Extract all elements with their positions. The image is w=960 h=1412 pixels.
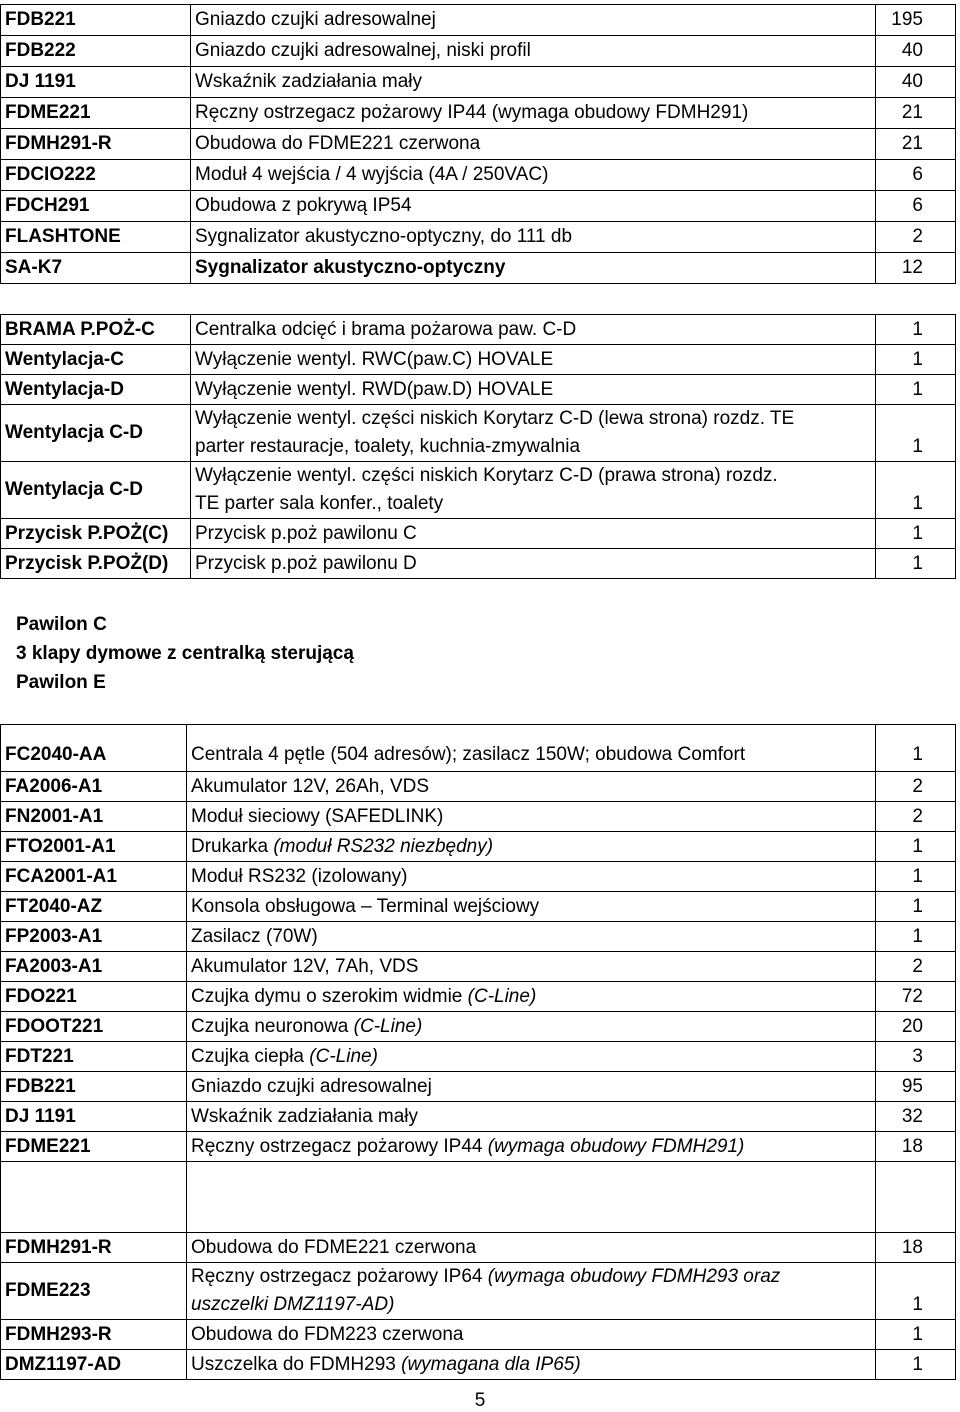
item-description: Przycisk p.poż pawilonu C bbox=[191, 519, 876, 549]
description-note: (moduł RS232 niezbędny) bbox=[273, 836, 494, 857]
item-quantity: 1 bbox=[876, 892, 956, 922]
item-description: Wskaźnik zadziałania mały bbox=[191, 67, 876, 98]
item-code: SA-K7 bbox=[1, 253, 191, 284]
table-row bbox=[1, 1263, 956, 1320]
table-row bbox=[1, 315, 956, 345]
table-row bbox=[1, 832, 956, 862]
item-description bbox=[187, 1042, 876, 1072]
table-row bbox=[1, 36, 956, 67]
item-description: Gniazdo czujki adresowalnej, niski profil bbox=[191, 36, 876, 67]
item-description: Moduł RS232 (izolowany) bbox=[187, 862, 876, 892]
note-line: Pawilon C bbox=[16, 614, 107, 635]
table-row bbox=[1, 222, 956, 253]
item-description: Wyłączenie wentyl. RWD(paw.D) HOVALE bbox=[191, 375, 876, 405]
item-code: FDMH291-R bbox=[1, 1233, 187, 1263]
item-code: Wentylacja-C bbox=[1, 345, 191, 375]
table-row bbox=[1, 5, 956, 36]
item-quantity: 1 bbox=[876, 1263, 956, 1320]
table-row bbox=[1, 772, 956, 802]
item-code: FDB221 bbox=[1, 5, 191, 36]
notes-block bbox=[16, 610, 354, 697]
table-row bbox=[1, 1012, 956, 1042]
description-note: uszczelki DMZ1197-AD) bbox=[191, 1294, 395, 1315]
item-quantity: 18 bbox=[876, 1233, 956, 1263]
item-code: FDT221 bbox=[1, 1042, 187, 1072]
item-code: FDOOT221 bbox=[1, 1012, 187, 1042]
table-row bbox=[1, 253, 956, 284]
table-row bbox=[1, 375, 956, 405]
table-row bbox=[1, 462, 956, 519]
item-code: FA2006-A1 bbox=[1, 772, 187, 802]
table-row bbox=[1, 862, 956, 892]
item-description: Obudowa do FDME221 czerwona bbox=[191, 129, 876, 160]
item-quantity: 1 bbox=[876, 1350, 956, 1380]
table-row bbox=[1, 519, 956, 549]
item-quantity: 2 bbox=[876, 222, 956, 253]
item-quantity: 95 bbox=[876, 1072, 956, 1102]
table-row bbox=[1, 1350, 956, 1380]
description-text: Drukarka bbox=[191, 836, 274, 857]
item-quantity: 1 bbox=[876, 345, 956, 375]
item-description: Wyłączenie wentyl. RWC(paw.C) HOVALE bbox=[191, 345, 876, 375]
item-quantity: 72 bbox=[876, 982, 956, 1012]
item-code: FDB221 bbox=[1, 1072, 187, 1102]
description-text: Uszczelka do FDMH293 bbox=[191, 1354, 402, 1375]
description-text: Czujka ciepła bbox=[191, 1046, 310, 1067]
item-code: FTO2001-A1 bbox=[1, 832, 187, 862]
item-code: FDME223 bbox=[1, 1263, 187, 1320]
item-quantity: 1 bbox=[876, 862, 956, 892]
table-row bbox=[1, 982, 956, 1012]
item-code: FT2040-AZ bbox=[1, 892, 187, 922]
description-note: (C-Line) bbox=[309, 1046, 378, 1067]
equipment-table-1 bbox=[0, 4, 956, 284]
table-row bbox=[1, 191, 956, 222]
item-code: DJ 1191 bbox=[1, 67, 191, 98]
table-row bbox=[1, 802, 956, 832]
table-row bbox=[1, 952, 956, 982]
item-description bbox=[187, 1263, 876, 1320]
table-row bbox=[1, 1102, 956, 1132]
item-description: Sygnalizator akustyczno-optyczny bbox=[191, 253, 876, 284]
item-quantity: 21 bbox=[876, 98, 956, 129]
item-quantity: 2 bbox=[876, 952, 956, 982]
item-code: FN2001-A1 bbox=[1, 802, 187, 832]
item-description bbox=[191, 462, 876, 519]
item-description: Obudowa do FDM223 czerwona bbox=[187, 1320, 876, 1350]
table-row bbox=[1, 1042, 956, 1072]
item-code: FC2040-AA bbox=[1, 725, 187, 772]
item-code: Wentylacja C-D bbox=[1, 405, 191, 462]
item-description: Gniazdo czujki adresowalnej bbox=[187, 1072, 876, 1102]
item-description: Moduł 4 wejścia / 4 wyjścia (4A / 250VAC) bbox=[191, 160, 876, 191]
item-description: Wskaźnik zadziałania mały bbox=[187, 1102, 876, 1132]
item-code: FCA2001-A1 bbox=[1, 862, 187, 892]
description-text: Czujka neuronowa bbox=[191, 1016, 354, 1037]
table-row bbox=[1, 549, 956, 579]
description-text: Ręczny ostrzegacz pożarowy IP64 bbox=[191, 1266, 488, 1287]
item-quantity: 1 bbox=[876, 462, 956, 519]
item-description: Gniazdo czujki adresowalnej bbox=[191, 5, 876, 36]
item-description: Zasilacz (70W) bbox=[187, 922, 876, 952]
item-description bbox=[187, 1132, 876, 1162]
item-quantity: 3 bbox=[876, 1042, 956, 1072]
item-quantity: 40 bbox=[876, 36, 956, 67]
item-quantity: 1 bbox=[876, 375, 956, 405]
item-description: Centrala 4 pętle (504 adresów); zasilacz 150W; obudowa Comfort bbox=[187, 725, 876, 772]
item-quantity: 1 bbox=[876, 315, 956, 345]
item-code: BRAMA P.POŻ-C bbox=[1, 315, 191, 345]
item-quantity: 20 bbox=[876, 1012, 956, 1042]
item-code: FDCIO222 bbox=[1, 160, 191, 191]
table-row bbox=[1, 1233, 956, 1263]
description-line: TE parter sala konfer., toalety bbox=[195, 493, 444, 514]
table-row bbox=[1, 1072, 956, 1102]
table-row bbox=[1, 129, 956, 160]
item-description: Akumulator 12V, 7Ah, VDS bbox=[187, 952, 876, 982]
table-row bbox=[1, 725, 956, 772]
item-code: FDME221 bbox=[1, 1132, 187, 1162]
item-description bbox=[191, 405, 876, 462]
item-quantity: 1 bbox=[876, 549, 956, 579]
item-description: Centralka odcięć i brama pożarowa paw. C-D bbox=[191, 315, 876, 345]
table-row bbox=[1, 67, 956, 98]
item-code: FDMH291-R bbox=[1, 129, 191, 160]
description-line bbox=[191, 1263, 871, 1291]
table-row bbox=[1, 160, 956, 191]
item-code: Wentylacja-D bbox=[1, 375, 191, 405]
note-line: 3 klapy dymowe z centralką sterującą bbox=[16, 643, 354, 664]
item-description: Sygnalizator akustyczno-optyczny, do 111 db bbox=[191, 222, 876, 253]
item-code: DMZ1197-AD bbox=[1, 1350, 187, 1380]
item-code: FDO221 bbox=[1, 982, 187, 1012]
item-quantity: 21 bbox=[876, 129, 956, 160]
table-row-spacer bbox=[1, 1162, 956, 1233]
item-quantity: 2 bbox=[876, 802, 956, 832]
page-number: 5 bbox=[474, 1390, 486, 1411]
item-code: Przycisk P.POŻ(D) bbox=[1, 549, 191, 579]
table-row bbox=[1, 922, 956, 952]
item-description: Ręczny ostrzegacz pożarowy IP44 (wymaga obudowy FDMH291) bbox=[191, 98, 876, 129]
item-code: FDCH291 bbox=[1, 191, 191, 222]
description-line bbox=[191, 1291, 871, 1319]
item-code: DJ 1191 bbox=[1, 1102, 187, 1132]
item-code: FLASHTONE bbox=[1, 222, 191, 253]
item-code: FDMH293-R bbox=[1, 1320, 187, 1350]
description-line: Wyłączenie wentyl. części niskich Korytarz C-D (prawa strona) rozdz. bbox=[195, 465, 778, 486]
table-row bbox=[1, 1320, 956, 1350]
item-code: FP2003-A1 bbox=[1, 922, 187, 952]
item-description: Moduł sieciowy (SAFEDLINK) bbox=[187, 802, 876, 832]
item-code: FDB222 bbox=[1, 36, 191, 67]
item-description: Konsola obsługowa – Terminal wejściowy bbox=[187, 892, 876, 922]
description-note: (C-Line) bbox=[353, 1016, 423, 1037]
item-quantity: 12 bbox=[876, 253, 956, 284]
item-quantity: 32 bbox=[876, 1102, 956, 1132]
item-code: Wentylacja C-D bbox=[1, 462, 191, 519]
item-quantity: 40 bbox=[876, 67, 956, 98]
equipment-table-3 bbox=[0, 724, 956, 1380]
item-quantity: 1 bbox=[876, 1320, 956, 1350]
description-note: (wymagana dla IP65) bbox=[401, 1354, 581, 1375]
item-quantity: 1 bbox=[876, 405, 956, 462]
item-quantity: 195 bbox=[876, 5, 956, 36]
description-note: (C-Line) bbox=[467, 986, 537, 1007]
table-row bbox=[1, 1132, 956, 1162]
item-code: FA2003-A1 bbox=[1, 952, 187, 982]
description-note: (wymaga obudowy FDMH293 oraz bbox=[487, 1266, 781, 1287]
description-text: Ręczny ostrzegacz pożarowy IP44 bbox=[191, 1136, 488, 1157]
item-quantity: 18 bbox=[876, 1132, 956, 1162]
equipment-table-2 bbox=[0, 314, 956, 579]
item-quantity: 1 bbox=[876, 832, 956, 862]
description-note: (wymaga obudowy FDMH291) bbox=[487, 1136, 745, 1157]
item-description bbox=[187, 982, 876, 1012]
table-row bbox=[1, 345, 956, 375]
item-description bbox=[187, 1012, 876, 1042]
item-quantity: 2 bbox=[876, 772, 956, 802]
item-quantity: 6 bbox=[876, 191, 956, 222]
item-description bbox=[187, 832, 876, 862]
item-code: Przycisk P.POŻ(C) bbox=[1, 519, 191, 549]
item-description bbox=[187, 1350, 876, 1380]
item-description: Obudowa do FDME221 czerwona bbox=[187, 1233, 876, 1263]
item-description: Obudowa z pokrywą IP54 bbox=[191, 191, 876, 222]
table-row bbox=[1, 892, 956, 922]
description-line: Wyłączenie wentyl. części niskich Korytarz C-D (lewa strona) rozdz. TE bbox=[195, 408, 795, 429]
item-quantity: 1 bbox=[876, 725, 956, 772]
note-line: Pawilon E bbox=[16, 672, 106, 693]
item-quantity: 6 bbox=[876, 160, 956, 191]
description-line: parter restauracje, toalety, kuchnia-zmywalnia bbox=[195, 436, 581, 457]
table-row bbox=[1, 98, 956, 129]
item-quantity: 1 bbox=[876, 922, 956, 952]
item-code: FDME221 bbox=[1, 98, 191, 129]
table-row bbox=[1, 405, 956, 462]
item-description: Akumulator 12V, 26Ah, VDS bbox=[187, 772, 876, 802]
description-text: Czujka dymu o szerokim widmie bbox=[191, 986, 468, 1007]
item-quantity: 1 bbox=[876, 519, 956, 549]
item-description: Przycisk p.poż pawilonu D bbox=[191, 549, 876, 579]
